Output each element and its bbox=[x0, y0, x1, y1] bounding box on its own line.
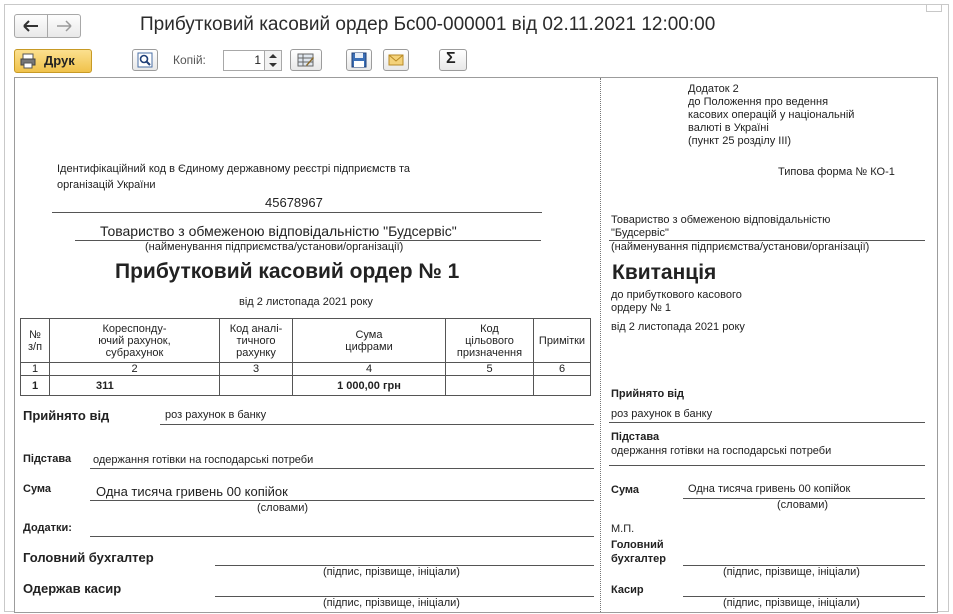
edrpou-value: 45678967 bbox=[265, 195, 323, 210]
table-number-row bbox=[21, 363, 591, 376]
chief-accountant-label: Головний бухгалтер bbox=[23, 550, 154, 565]
receipt-cashier-label: Касир bbox=[611, 584, 644, 596]
print-preview bbox=[14, 77, 938, 613]
table-header: № з/п bbox=[21, 319, 50, 363]
receipt-received-from-label: Прийнято від bbox=[611, 388, 685, 400]
order-date: від 2 листопада 2021 року bbox=[239, 296, 373, 308]
sum-underline bbox=[90, 500, 594, 501]
forward-button[interactable] bbox=[47, 14, 81, 38]
receipt-date: від 2 листопада 2021 року bbox=[611, 321, 745, 333]
table-cell: 1 000,00 грн bbox=[293, 376, 446, 396]
preview-button[interactable] bbox=[132, 49, 158, 71]
table-cell: 4 bbox=[293, 363, 446, 376]
receipt-title: Квитанція bbox=[612, 261, 717, 284]
attachments-underline bbox=[90, 536, 594, 537]
table-row bbox=[21, 376, 591, 396]
receipt-basis-underline bbox=[609, 465, 925, 466]
print-button-label: Друк bbox=[44, 53, 75, 68]
table-cell: 6 bbox=[534, 363, 591, 376]
receipt-chief-sign-caption: (підпис, прізвище, ініціали) bbox=[723, 566, 860, 578]
copies-label: Копій: bbox=[173, 53, 206, 67]
back-button[interactable] bbox=[14, 14, 48, 38]
arrow-right-icon bbox=[56, 19, 72, 33]
envelope-icon bbox=[388, 53, 404, 67]
table-header: Код аналі- тичного рахунку bbox=[220, 319, 293, 363]
order-table bbox=[20, 318, 591, 396]
receipt-sum-caption: (словами) bbox=[777, 499, 829, 511]
copies-input[interactable] bbox=[223, 50, 282, 71]
received-from-underline bbox=[160, 424, 594, 425]
receipt-chief-1: Головний bbox=[611, 539, 664, 551]
document-window bbox=[4, 4, 949, 612]
received-from-value: роз рахунок в банку bbox=[165, 409, 267, 421]
edrpou-underline bbox=[52, 212, 542, 213]
floppy-disk-icon bbox=[351, 52, 367, 68]
receipt-received-underline bbox=[609, 422, 925, 423]
chief-sign-caption: (підпис, прізвище, ініціали) bbox=[323, 566, 460, 578]
order-title: Прибутковий касовий ордер № 1 bbox=[115, 260, 460, 283]
receipt-chief-2: бухгалтер bbox=[611, 553, 666, 565]
receipt-sum-value: Одна тисяча гривень 00 копійок bbox=[688, 483, 851, 495]
save-button[interactable] bbox=[346, 49, 372, 71]
table-cell: 1 bbox=[21, 376, 50, 396]
table-cell: 311 bbox=[50, 376, 220, 396]
cashier-received-label: Одержав касир bbox=[23, 581, 122, 596]
basis-label: Підстава bbox=[23, 453, 72, 465]
receipt-sub-2: ордеру № 1 bbox=[611, 302, 672, 314]
window-header bbox=[5, 5, 948, 77]
sum-button[interactable] bbox=[439, 49, 467, 71]
edrpou-label-2: організацій України bbox=[57, 179, 156, 191]
table-header: Сума цифрами bbox=[293, 319, 446, 363]
email-button[interactable] bbox=[383, 49, 409, 71]
arrow-left-icon bbox=[23, 19, 39, 33]
table-cell bbox=[534, 376, 591, 396]
receipt-org-caption: (найменування підприємства/установи/організації) bbox=[611, 241, 870, 253]
cut-line bbox=[600, 78, 601, 612]
window-title: Прибутковий касовий ордер Бс00-000001 від 02.11.2021 12:00:00 bbox=[140, 14, 716, 35]
sum-label: Сума bbox=[23, 483, 52, 495]
receipt-basis-value: одержання готівки на господарські потреби bbox=[611, 445, 832, 457]
sum-value: Одна тисяча гривень 00 копійок bbox=[96, 484, 288, 499]
receipt-basis-label: Підстава bbox=[611, 431, 660, 443]
edit-button[interactable] bbox=[290, 49, 322, 71]
table-cell: 5 bbox=[446, 363, 534, 376]
table-cell: 2 bbox=[50, 363, 220, 376]
edrpou-label-1: Ідентифікаційний код в Єдиному державному реєстрі підприємств та bbox=[57, 163, 411, 175]
printer-icon bbox=[20, 53, 36, 69]
stepper-down-icon[interactable] bbox=[269, 62, 277, 68]
receipt-sub-1: до прибуткового касового bbox=[611, 289, 742, 301]
org-name: Товариство з обмеженою відповідальністю "Будсервіс" bbox=[100, 223, 457, 239]
receipt-received-from-value: роз рахунок в банку bbox=[611, 408, 713, 420]
table-header: Кореспонду- ючий рахунок, субрахунок bbox=[50, 319, 220, 363]
attachments-label: Додатки: bbox=[23, 522, 72, 534]
receipt-sum-label: Сума bbox=[611, 484, 640, 496]
basis-underline bbox=[90, 468, 594, 469]
sigma-icon: Σ bbox=[446, 50, 456, 67]
magnifier-icon bbox=[137, 52, 153, 68]
stepper-up-icon[interactable] bbox=[269, 53, 277, 59]
basis-value: одержання готівки на господарські потреби bbox=[93, 454, 314, 466]
table-cell: 1 bbox=[21, 363, 50, 376]
table-header-row bbox=[21, 319, 591, 363]
copies-stepper[interactable] bbox=[264, 51, 281, 70]
table-cell bbox=[446, 376, 534, 396]
org-caption: (найменування підприємства/установи/організації) bbox=[145, 241, 404, 253]
table-header: Код цільового призначення bbox=[446, 319, 534, 363]
window-corner bbox=[926, 5, 942, 12]
appendix-note: Додаток 2 до Положення про ведення касових операцій у національній валюті в Україні (пункт 25 розділу III) bbox=[688, 83, 855, 147]
copies-value: 1 bbox=[254, 53, 261, 67]
edit-table-icon bbox=[297, 52, 315, 68]
received-from-label: Прийнято від bbox=[23, 408, 110, 423]
print-button[interactable] bbox=[14, 49, 92, 73]
receipt-org-name-2: "Будсервіс" bbox=[611, 227, 669, 239]
cashier-sign-caption: (підпис, прізвище, ініціали) bbox=[323, 597, 460, 609]
table-cell: 3 bbox=[220, 363, 293, 376]
sum-caption: (словами) bbox=[257, 502, 309, 514]
receipt-org-name-1: Товариство з обмеженою відповідальністю bbox=[611, 214, 831, 226]
receipt-cashier-sign-caption: (підпис, прізвище, ініціали) bbox=[723, 597, 860, 609]
receipt-stamp: М.П. bbox=[611, 523, 635, 535]
table-header: Примітки bbox=[534, 319, 591, 363]
table-cell bbox=[220, 376, 293, 396]
typical-form: Типова форма № КО-1 bbox=[778, 166, 895, 178]
